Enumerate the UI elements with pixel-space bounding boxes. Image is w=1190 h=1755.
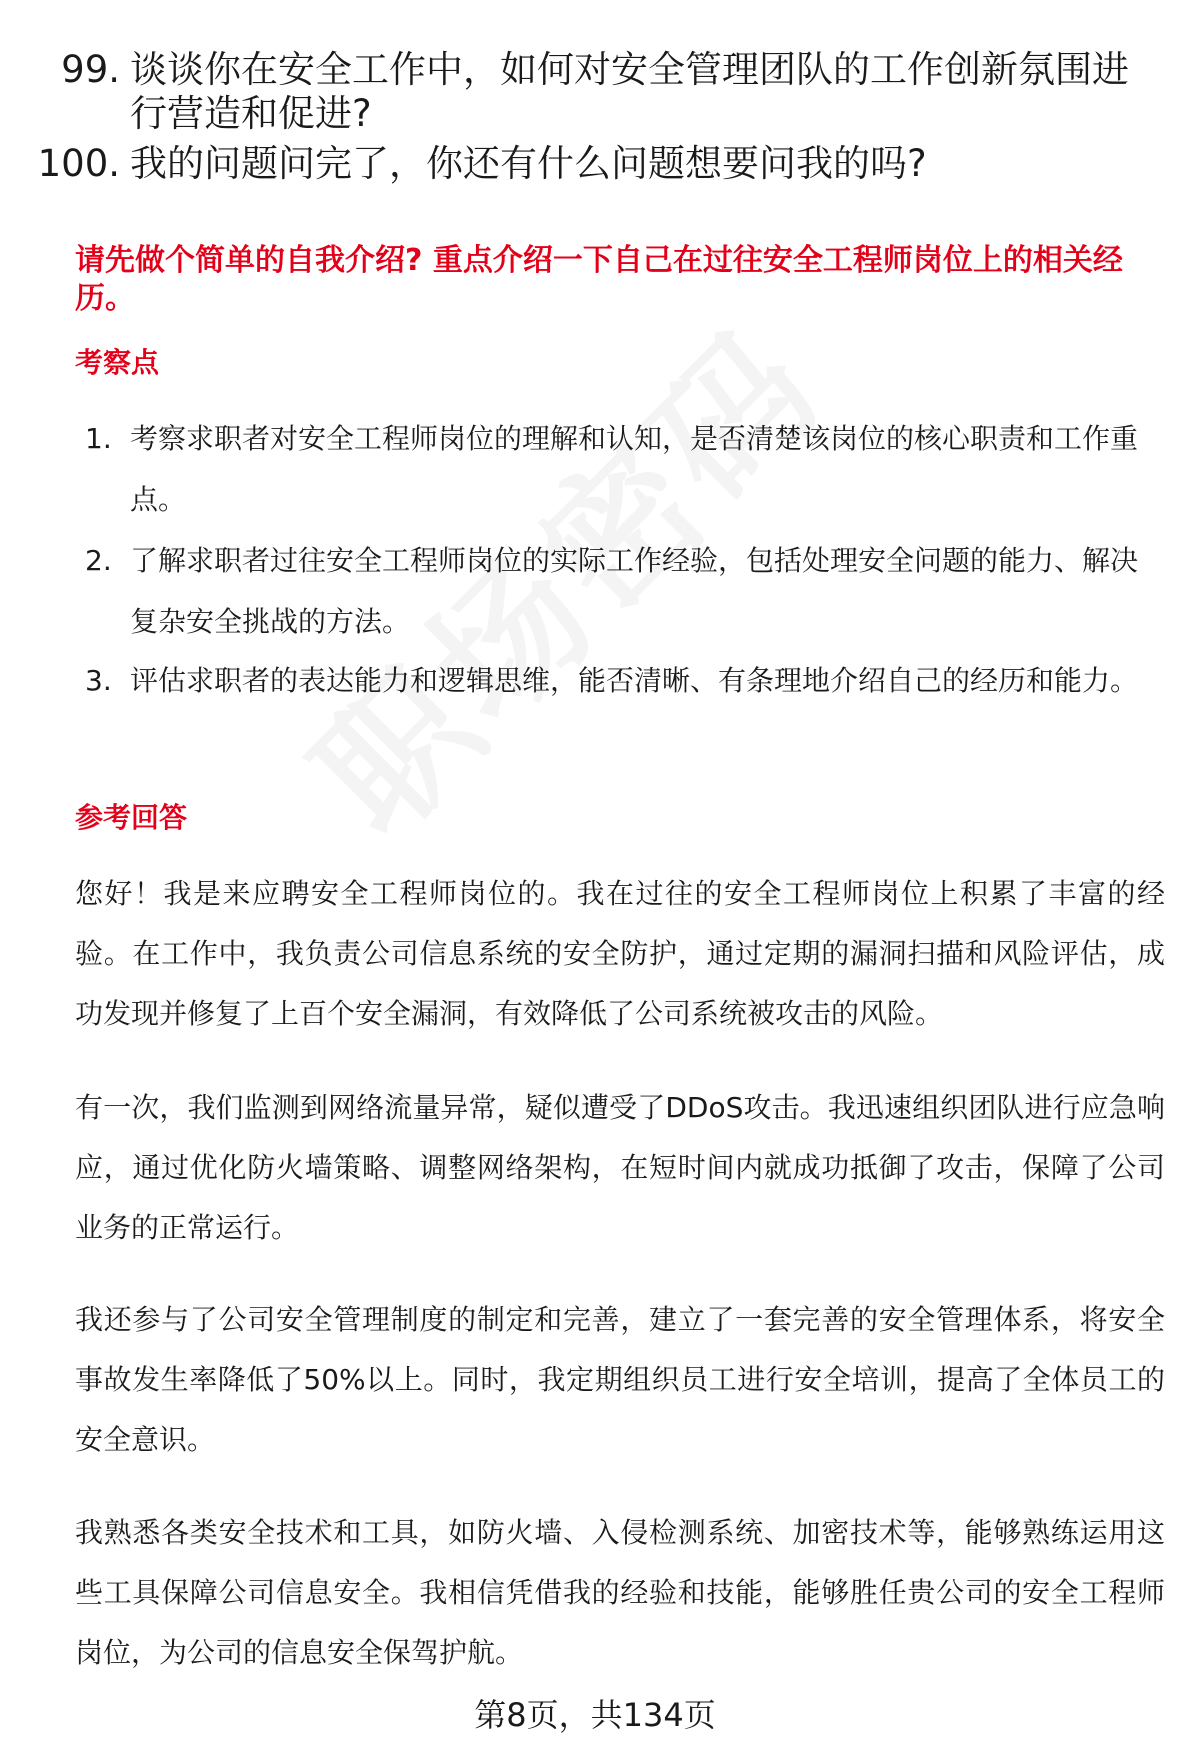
question-number: 99. bbox=[61, 48, 120, 91]
exam-point-item bbox=[85, 650, 1160, 711]
answer-paragraph: 我熟悉各类安全技术和工具，如防火墙、入侵检测系统、加密技术等，能够熟练运用这些工具保障公司信息安全。我相信凭借我的经验和技能，能够胜任贵公司的安全工程师岗位，为公司的信息安全保驾护航。 bbox=[75, 1516, 1165, 1669]
page-footer: 第8页，共134页 bbox=[474, 1696, 716, 1734]
exam-point-item bbox=[85, 530, 1160, 652]
exam-point-number: 3. bbox=[85, 664, 112, 697]
question-text: 谈谈你在安全工作中，如何对安全管理团队的工作创新氛围进行营造和促进? bbox=[130, 48, 1129, 135]
exam-point-text: 了解求职者过往安全工程师岗位的实际工作经验，包括处理安全问题的能力、解决复杂安全挑战的方法。 bbox=[130, 544, 1139, 638]
exam-point-text: 考察求职者对安全工程师岗位的理解和认知，是否清楚该岗位的核心职责和工作重点。 bbox=[130, 422, 1139, 516]
exam-point-number: 2. bbox=[85, 544, 112, 577]
question-number: 100. bbox=[37, 142, 120, 185]
question-item bbox=[61, 48, 1155, 136]
section-title: 请先做个简单的自我介绍? 重点介绍一下自己在过往安全工程师岗位上的相关经历。 bbox=[75, 243, 1123, 316]
question-text: 我的问题问完了，你还有什么问题想要问我的吗? bbox=[130, 142, 927, 185]
exam-point-item bbox=[85, 408, 1160, 530]
answer-paragraph: 您好！我是来应聘安全工程师岗位的。我在过往的安全工程师岗位上积累了丰富的经验。在工作中，我负责公司信息系统的安全防护，通过定期的漏洞扫描和风险评估，成功发现并修复了上百个安全漏洞，有效降低了公司系统被攻击的风险。 bbox=[75, 877, 1165, 1030]
exam-point-number: 1. bbox=[85, 422, 112, 455]
answer-paragraph: 有一次，我们监测到网络流量异常，疑似遭受了DDoS攻击。我迅速组织团队进行应急响应，通过优化防火墙策略、调整网络架构，在短时间内就成功抵御了攻击，保障了公司业务的正常运行。 bbox=[75, 1091, 1165, 1244]
exam-point-text: 评估求职者的表达能力和逻辑思维，能否清晰、有条理地介绍自己的经历和能力。 bbox=[130, 664, 1139, 697]
exam-points-heading: 考察点 bbox=[75, 346, 160, 379]
answer-paragraph: 我还参与了公司安全管理制度的制定和完善，建立了一套完善的安全管理体系，将安全事故发生率降低了50%以上。同时，我定期组织员工进行安全培训，提高了全体员工的安全意识。 bbox=[75, 1303, 1165, 1456]
reference-answer-heading: 参考回答 bbox=[75, 801, 188, 834]
question-item bbox=[37, 142, 1155, 186]
